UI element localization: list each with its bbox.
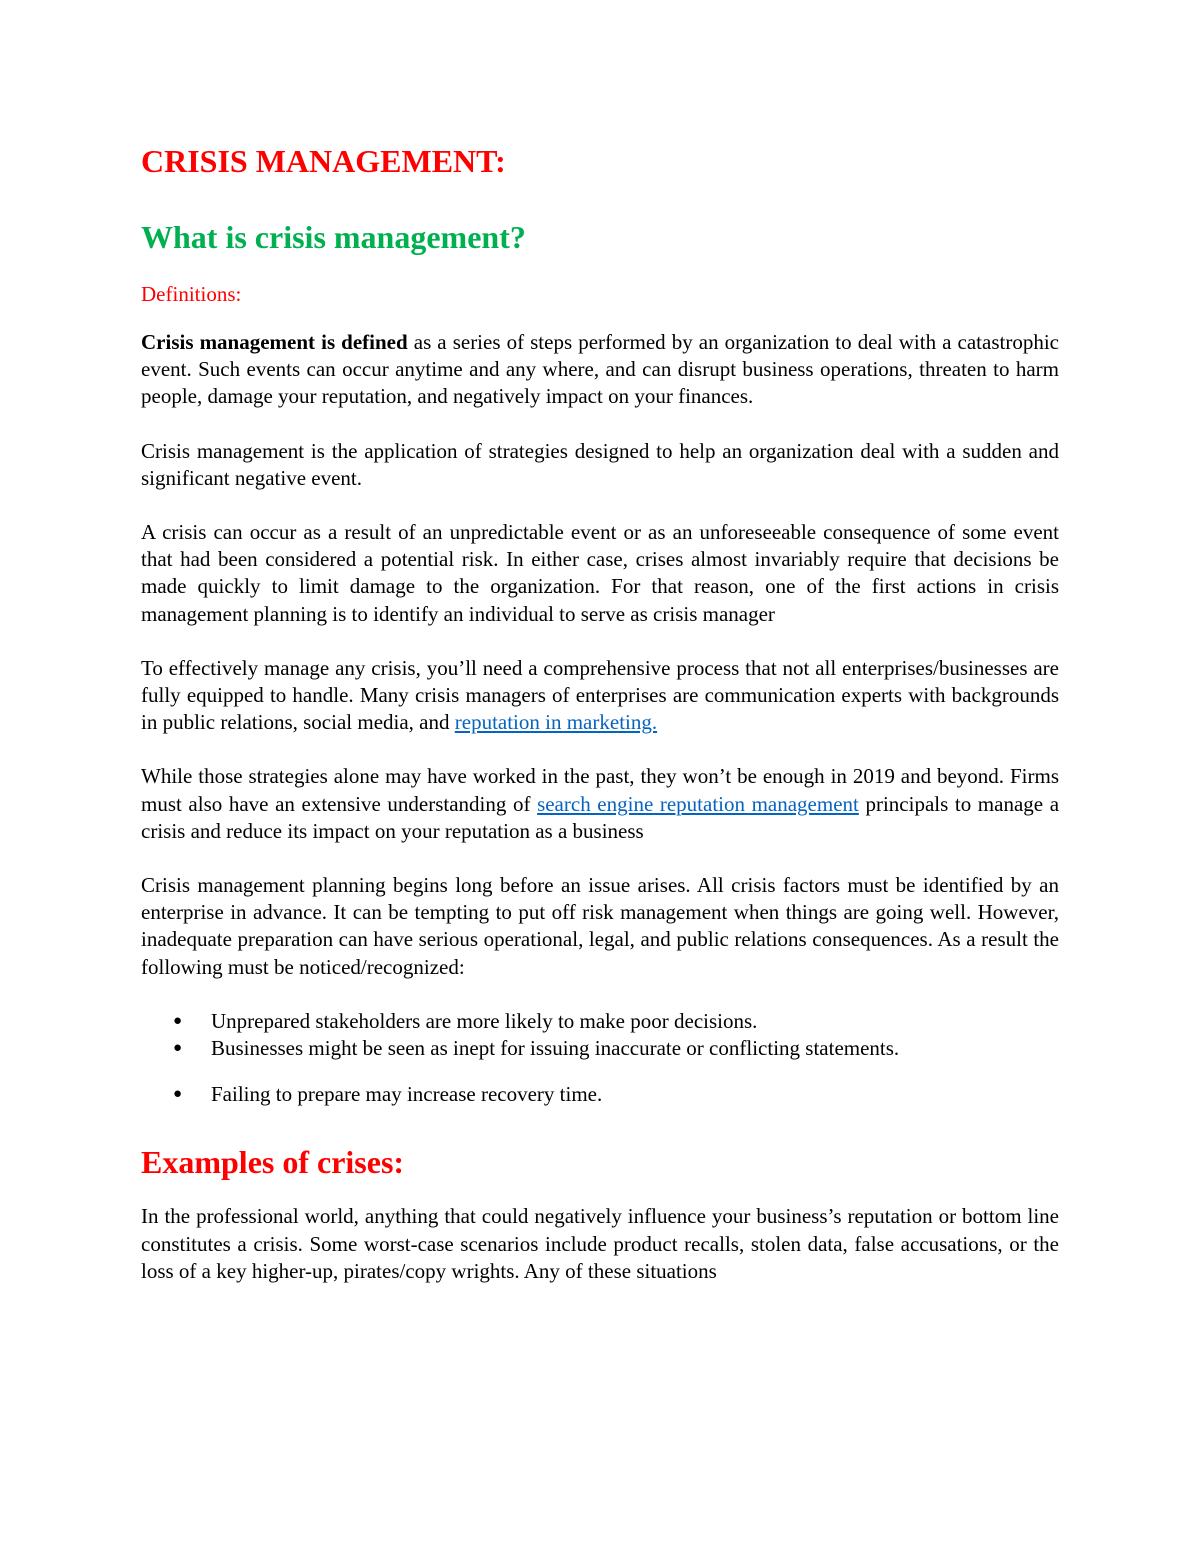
definition-term: Crisis management is defined (141, 330, 408, 354)
process-text: To effectively manage any crisis, you’ll need a comprehensive process that not all enterprises/businesses are fully equipped to handle. Many crisis managers of enterprises are communication experts with backgrounds in public relations, social media, and (141, 655, 1059, 735)
list-item-text: Businesses might be seen as inept for issuing inaccurate or conflicting statements. (211, 1036, 900, 1061)
paragraph-process (141, 655, 1059, 737)
paragraph-application: Crisis management is the application of strategies designed to help an organization deal with a sudden and significant negative event. (141, 438, 1059, 490)
paragraph-strategies (141, 763, 1059, 845)
bullet-icon: ● (173, 1012, 183, 1029)
search-engine-reputation-link[interactable]: search engine reputation management (537, 791, 859, 816)
document-subtitle: What is crisis management? (141, 219, 526, 255)
list-item-text: Unprepared stakeholders are more likely to make poor decisions. (211, 1008, 758, 1033)
strategies-rest: principals to manage a crisis and reduce its impact on your reputation as a business (141, 791, 1060, 843)
list-item (141, 1008, 1059, 1035)
consequences-list (141, 1008, 1059, 1109)
list-item-text: Failing to prepare may increase recovery time. (211, 1082, 603, 1107)
bullet-icon: ● (173, 1086, 183, 1103)
list-item (141, 1035, 1059, 1062)
paragraph-crisis-occurrence: A crisis can occur as a result of an unpredictable event or as an unforeseeable consequence of some event that had been considered a potential risk. In either case, crises almost invariably require that decisions be made quickly to limit damage to the organization. For that reason, one of the first actions in crisis management planning is to identify an individual to serve as crisis manager (141, 520, 1059, 626)
definitions-label: Definitions: (141, 282, 242, 306)
document-title: CRISIS MANAGEMENT: (141, 143, 506, 179)
examples-heading: Examples of crises: (141, 1144, 405, 1181)
paragraph-examples: In the professional world, anything that could negatively influence your business’s reputation or bottom line constitutes a crisis. Some worst-case scenarios include product recalls, stolen data, false accusations, or the loss of a key higher-up, pirates/copy wrights. Any of these situations (141, 1204, 1059, 1283)
paragraph-planning: Crisis management planning begins long before an issue arises. All crisis factors must be identified by an enterprise in advance. It can be tempting to put off risk management when things are going well. However, inadequate preparation can have serious operational, legal, and public relations consequences. As a result the following must be noticed/recognized: (141, 873, 1059, 979)
document-page (141, 141, 1059, 1285)
definition-text: as a series of steps performed by an organization to deal with a catastrophic event. Such events can occur anytime and any where, and can disrupt business operations, threaten to harm people, damage your reputation, and negatively impact on your finances. (141, 330, 1059, 409)
list-item (141, 1081, 1059, 1108)
paragraph-definition (141, 329, 1059, 411)
strategies-text: While those strategies alone may have worked in the past, they won’t be enough in 2019 and beyond. Firms must also have an extensive understanding of (141, 764, 1059, 816)
bullet-icon: ● (173, 1040, 183, 1057)
reputation-marketing-link[interactable]: reputation in marketing. (454, 710, 658, 735)
